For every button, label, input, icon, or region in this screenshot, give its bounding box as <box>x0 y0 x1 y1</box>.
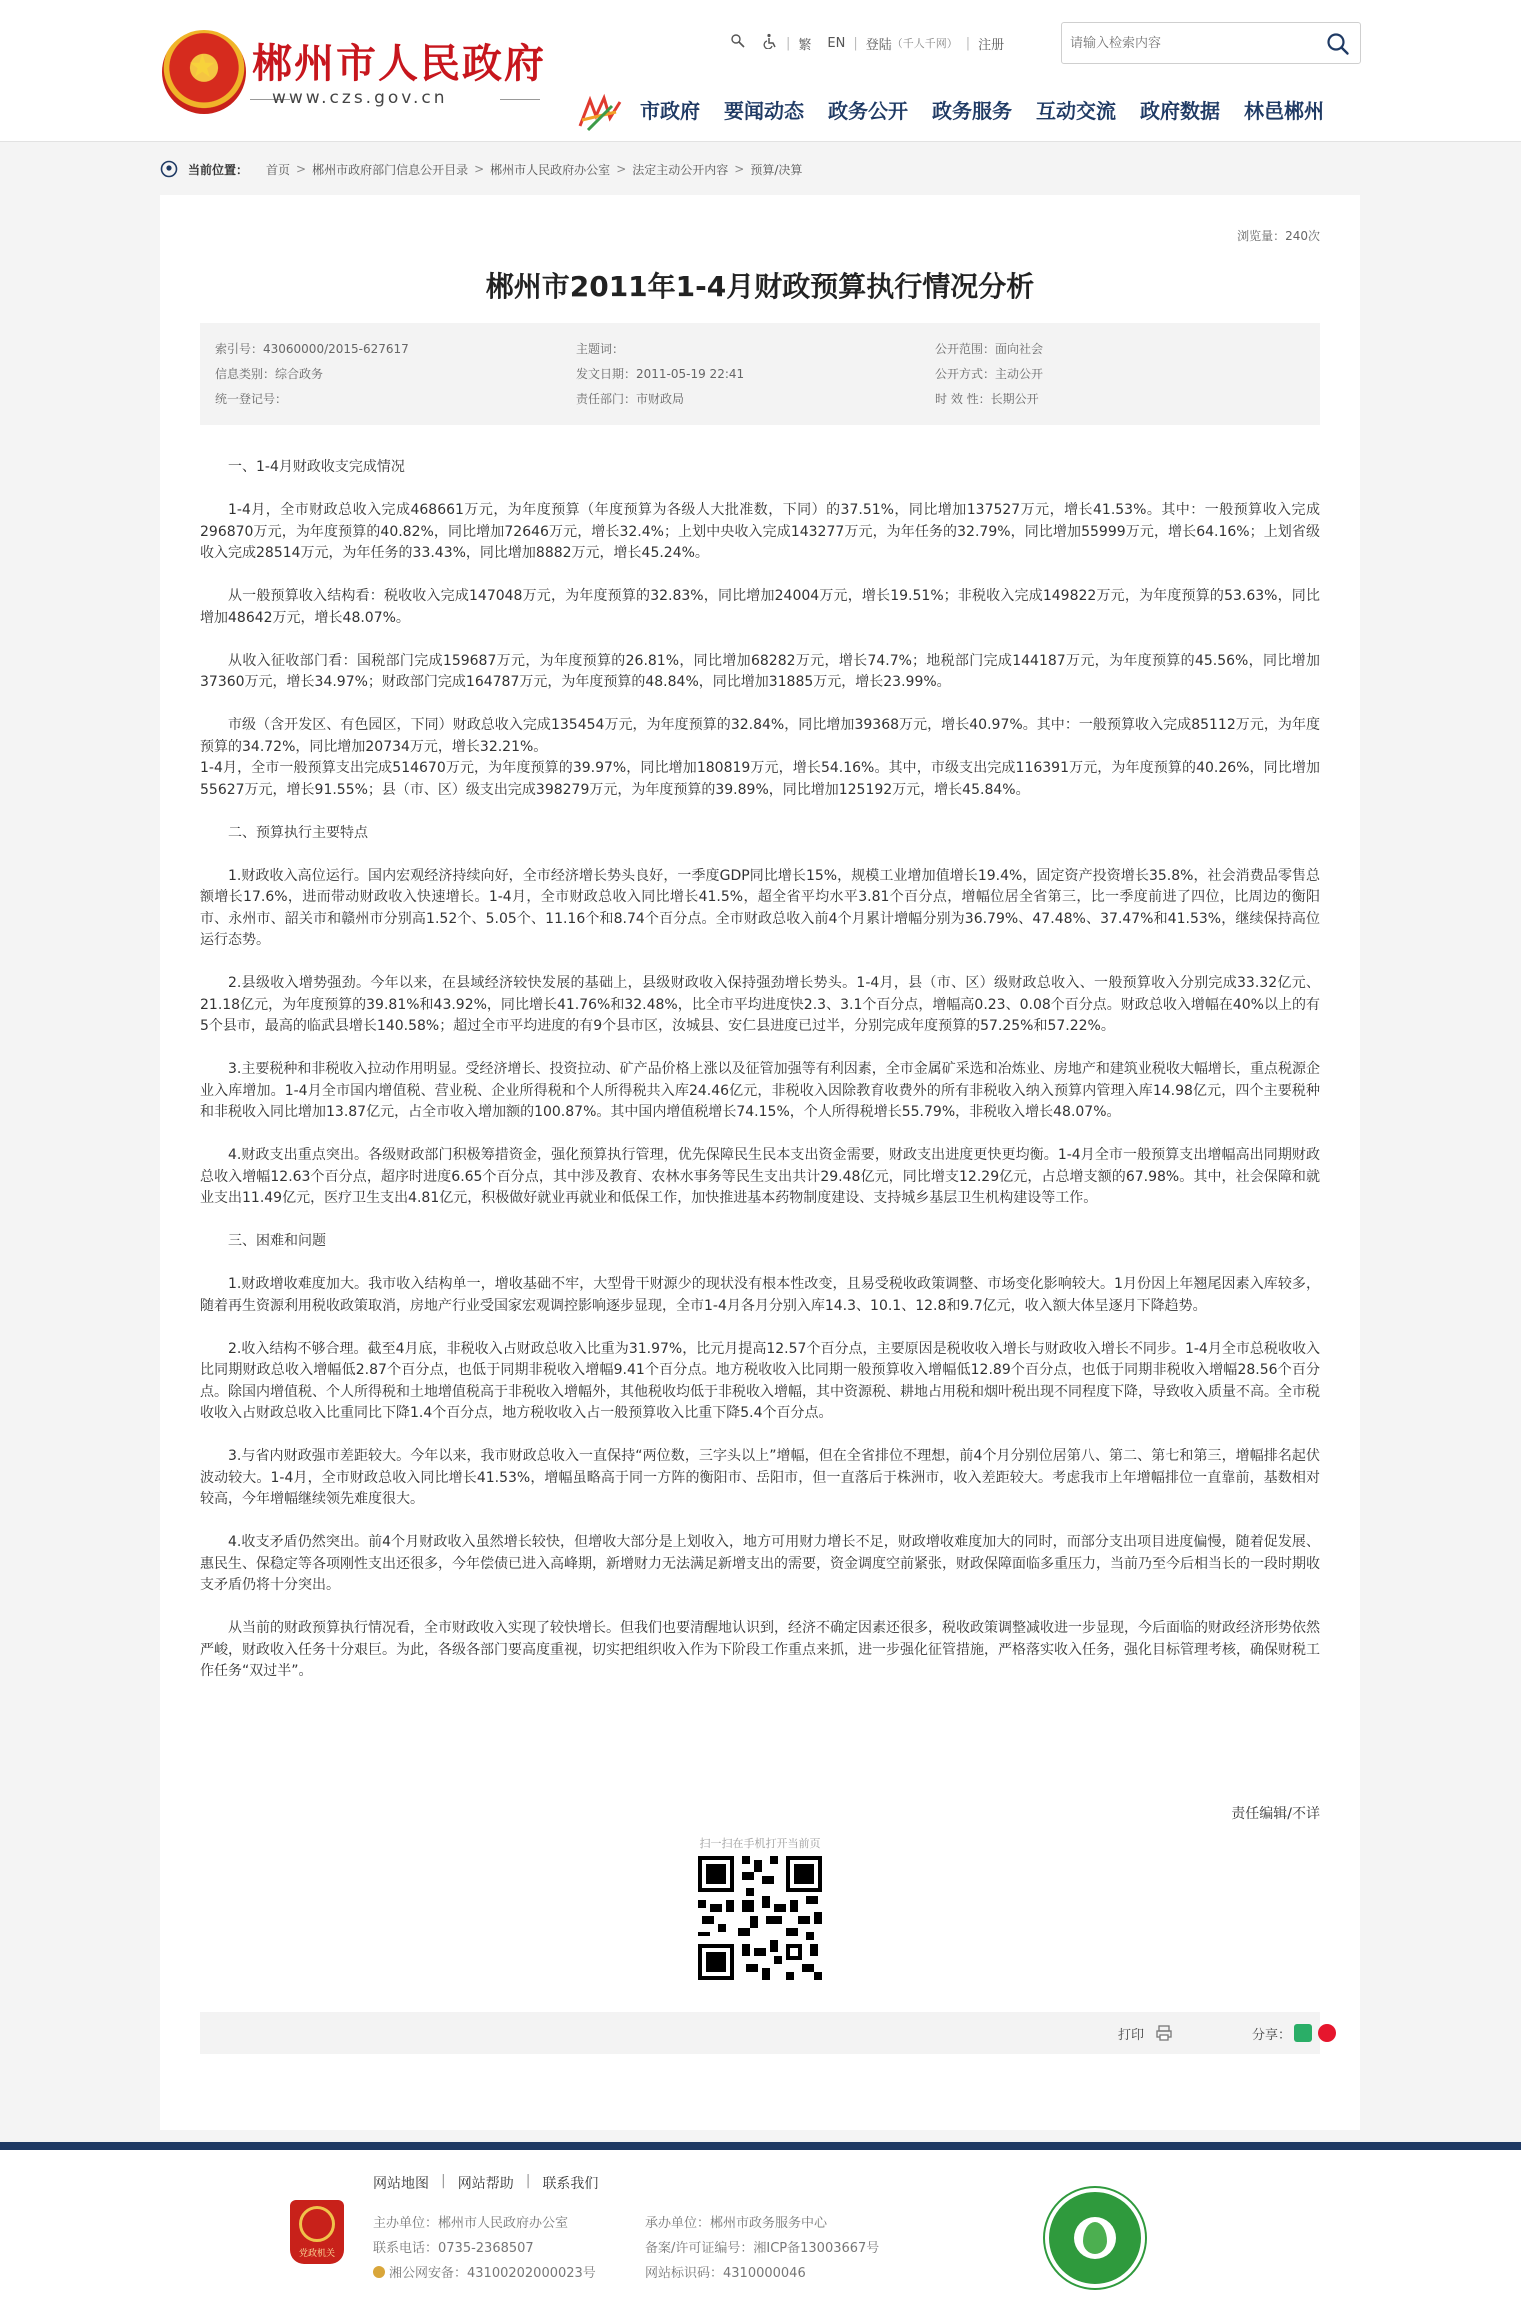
paragraph: 1.财政增收难度加大。我市收入结构单一，增收基础不牢，大型骨干财源少的现状没有根本性改变，且易受税收政策调整、市场变化影响较大。1月份因上年翘尾因素入库较多，随着再生资源利用税收政策取消，房地产行业受国家宏观调控影响逐步显现，全市1-4月各月分别入库14.3、10.1、12.8和9.7亿元，收入额大体呈逐月下降趋势。 <box>200 1276 1320 1314</box>
register-link[interactable]: 注册 <box>978 37 1005 53</box>
footer-separator: | <box>525 2173 531 2189</box>
breadcrumb-catalog[interactable]: 郴州市政府部门信息公开目录 <box>312 162 469 177</box>
paragraph: 从收入征收部门看：国税部门完成159687万元，为年度预算的26.81%，同比增加68282万元，增长74.7%；地税部门完成144187万元，为年度预算的45.56%，同比增加37360万元，增长34.97%；财政部门完成164787万元，为年度预算的48.84%，同比增加31885万元，增长23.99%。 <box>200 652 1320 690</box>
wechat-share-icon[interactable] <box>1294 2024 1312 2042</box>
traditional-chinese-link[interactable]: 繁 <box>798 37 812 53</box>
meta-validity: 时 效 性：长期公开 <box>935 392 1039 406</box>
footer-link-help[interactable]: 网站帮助 <box>457 2176 514 2192</box>
share-label: 分享： <box>1252 2028 1292 2043</box>
site-url: www.czs.gov.cn <box>272 88 448 108</box>
article-panel <box>160 195 1360 2130</box>
breadcrumb-separator: > <box>734 162 745 176</box>
article-meta-table <box>200 323 1320 425</box>
accessibility-icon[interactable] <box>722 33 754 53</box>
main-nav <box>640 95 1324 124</box>
national-emblem-logo[interactable]: ★ <box>162 30 246 114</box>
meta-subject: 主题词： <box>576 342 625 356</box>
location-icon <box>160 160 178 178</box>
section-heading: 二、预算执行主要特点 <box>228 824 368 841</box>
login-link[interactable]: 登陆 <box>865 37 892 53</box>
breadcrumb-home[interactable]: 首页 <box>266 162 291 177</box>
nav-item-interaction[interactable]: 互动交流 <box>1036 99 1116 123</box>
article-body <box>200 457 1320 1683</box>
breadcrumb-label: 当前位置： <box>188 162 249 177</box>
section-heading: 三、困难和问题 <box>228 1233 326 1249</box>
paragraph: 2.县级收入增势强劲。今年以来，在县域经济较快发展的基础上，县级财政收入保持强劲增长势头。1-4月，县（市、区）级财政总收入、一般预算收入分别完成33.32亿元、21.18亿元，为年度预算的39.81%和43.92%，同比增长41.76%和32.48%，比全市平均进度快2.3、3.1个百分点，增幅高0.23、0.08个百分点。财政总收入增幅在40%以上的有5个县市，最高的临武县增长140.58%；超过全市平均进度的有9个县市区，汝城县、安仁县进度已过半，分别完成年度预算的57.25%和57.22%。 <box>200 975 1320 1034</box>
meta-category: 信息类别：综合政务 <box>215 367 324 381</box>
paragraph: 从一般预算收入结构看：税收收入完成147048万元，为年度预算的32.83%，同比增加24004万元，增长19.51%；非税收入完成149822万元，为年度预算的53.63%，同比增加48642万元，增长48.07%。 <box>200 588 1320 626</box>
breadcrumb-content[interactable]: 法定主动公开内容 <box>632 162 729 177</box>
footer-separator: | <box>441 2173 446 2189</box>
meta-scope: 公开范围：面向社会 <box>935 342 1044 356</box>
site-header <box>0 0 1521 142</box>
nav-item-government-data[interactable]: 政府数据 <box>1140 99 1220 123</box>
footer-link-contact[interactable]: 联系我们 <box>542 2176 599 2192</box>
civilized-city-badge-icon[interactable] <box>1045 2188 1145 2288</box>
nav-item-city-government[interactable]: 市政府 <box>640 99 700 123</box>
login-note: （千人千网） <box>891 37 958 50</box>
search-icon[interactable] <box>1326 32 1350 56</box>
paragraph: 从当前的财政预算执行情况看，全市财政收入实现了较快增长。但我们也要清醒地认识到，经济不确定因素还很多，税收政策调整减收进一步显现，今后面临的财政经济形势依然严峻，财政收入任务十分艰巨。为此，各级各部门要高度重视，切实把组织收入作为下阶段工作重点来抓，进一步强化征管措施，严格落实收入任务，强化目标管理考核，确保财税工作任务“双过半”。 <box>200 1620 1320 1679</box>
article-title: 郴州市2011年1-4月财政预算执行情况分析 <box>485 270 1035 303</box>
footer-links <box>373 2173 610 2193</box>
toolbar-separator: | <box>786 35 791 51</box>
weibo-share-icon[interactable] <box>1318 2024 1336 2042</box>
section-heading: 一、1-4月财政收支完成情况 <box>228 459 405 475</box>
party-government-badge-icon[interactable] <box>290 2200 344 2264</box>
site-footer <box>0 2150 1521 2323</box>
breadcrumb-separator: > <box>474 162 485 176</box>
toolbar-separator: | <box>853 35 858 51</box>
footer-operator: 承办单位：郴州市政务服务中心 <box>645 2216 828 2231</box>
footer-top-bar <box>0 2142 1521 2150</box>
breadcrumb-separator: > <box>296 162 307 176</box>
print-button[interactable]: 打印 <box>1118 2028 1145 2043</box>
breadcrumb-budget[interactable]: 预算/决算 <box>750 162 803 177</box>
paragraph: 4.财政支出重点突出。各级财政部门积极筹措资金，强化预算执行管理，优先保障民生民本支出资金需要，财政支出进度更快更均衡。1-4月全市一般预算支出增幅高出同期财政总收入增幅12.63个百分点，超序时进度6.65个百分点，其中涉及教育、农林水事务等民生支出共计29.48亿元，同比增支12.29亿元，占总增支额的67.98%。其中，社会保障和就业支出11.49亿元，医疗卫生支出4.81亿元，积极做好就业再就业和低保工作，加快推进基本药物制度建设、支持城乡基层卫生机构建设等工作。 <box>200 1147 1320 1206</box>
linyi-chenzhou-logo-icon <box>576 92 626 132</box>
footer-police-text: 湘公网安备：43100202000023号 <box>389 2266 596 2281</box>
police-badge-icon <box>373 2266 385 2278</box>
paragraph: 1.财政收入高位运行。国内宏观经济持续向好，全市经济增长势头良好，一季度GDP同比增长15%，规模工业增加值增长19.4%，固定资产投资增长35.8%，社会消费品零售总额增长17.6%，进而带动财政收入快速增长。1-4月，全市财政总收入同比增长41.5%，超全省平均水平3.81个百分点，增幅位居全省第三，比一季度前进了四位，比周边的衡阳市、永州市、韶关市和赣州市分别高1.52个、5.05个、11.16个和8.74个百分点。全市财政总收入前4个月累计增幅分别为36.79%、47.48%、37.47%和41.53%，继续保持高位运行态势。 <box>200 867 1320 948</box>
header-toolbar <box>722 30 1012 56</box>
view-count: 浏览量：240次 <box>1237 229 1320 243</box>
footer-phone: 联系电话：0735-2368507 <box>373 2241 534 2256</box>
qr-label: 扫一扫在手机打开当前页 <box>699 1837 821 1850</box>
meta-method: 公开方式：主动公开 <box>935 367 1044 381</box>
meta-department: 责任部门：市财政局 <box>576 392 685 406</box>
english-link[interactable]: EN <box>827 35 846 51</box>
breadcrumb <box>160 158 802 180</box>
paragraph: 2.收入结构不够合理。截至4月底，非税收入占财政总收入比重为31.97%，比元月提高12.57个百分点，主要原因是税收收入增长与财政收入增长不同步。1-4月全市总税收收入比同期财政总收入增幅低2.87个百分点，也低于同期非税收入增幅9.41个百分点。地方税收收入比同期一般预算收入增幅低12.89个百分点，也低于同期非税收入增幅28.56个百分点。除国内增值税、个人所得税和土地增值税高于非税收入增幅外，其他税收均低于非税收入增幅，其中资源税、耕地占用税和烟叶税出现不同程度下降，导致收入质量不高。全市税收收入占财政总收入比重同比下降1.4个百分点，地方税收收入占一般预算收入比重下降5.4个百分点。 <box>200 1340 1320 1421</box>
url-divider <box>500 99 540 100</box>
paragraph: 4.收支矛盾仍然突出。前4个月财政收入虽然增长较快，但增收大部分是上划收入，地方可用财力增长不足，财政增收难度加大的同时，而部分支出项目进度偏慢，随着促发展、惠民生、保稳定等各项刚性支出还很多，今年偿债已进入高峰期，新增财力无法满足新增支出的需要，资金调度空前紧张，财政保障面临多重压力，当前乃至今后相当长的一段时期收支矛盾仍将十分突出。 <box>200 1534 1320 1593</box>
printer-icon[interactable] <box>1155 2024 1173 2042</box>
wheelchair-icon[interactable] <box>754 33 786 53</box>
footer-host: 主办单位：郴州市人民政府办公室 <box>373 2216 569 2231</box>
paragraph: 3.主要税种和非税收入拉动作用明显。受经济增长、投资拉动、矿产品价格上涨以及征管加强等有利因素，全市金属矿采选和冶炼业、房地产和建筑业税收大幅增长，重点税源企业入库增加。1-4月全市国内增值税、营业税、企业所得税和个人所得税共入库24.46亿元，非税收入因除教育收费外的所有非税收入纳入预算内管理入库14.98亿元，四个主要税种和非税收入同比增加13.87亿元，占全市收入增加额的100.87%。其中国内增值税增长74.15%，个人所得税增长55.79%，非税收入增长48.07%。 <box>200 1061 1320 1120</box>
search-input[interactable] <box>1070 31 1310 55</box>
footer-site-code: 网站标识码：4310000046 <box>645 2266 806 2281</box>
meta-reg-no: 统一登记号： <box>215 392 288 406</box>
nav-item-government-affairs[interactable]: 政务公开 <box>828 99 908 123</box>
search-box <box>1061 22 1361 64</box>
paragraph: 1-4月，全市财政总收入完成468661万元，为年度预算（年度预算为各级人大批准数，下同）的37.51%，同比增加137527万元，增长41.53%。其中：一般预算收入完成296870万元，为年度预算的40.82%，同比增加72646万元，增长32.4%；上划中央收入完成143277万元，为年任务的32.79%，同比增加55999万元，增长64.16%；上划省级收入完成28514万元，为年任务的33.43%，同比增加8882万元，增长45.24%。 <box>200 502 1320 561</box>
responsible-editor: 责任编辑/不详 <box>1231 1806 1320 1822</box>
gov-badge-text: 党政机关 <box>298 2249 335 2259</box>
nav-item-government-services[interactable]: 政务服务 <box>932 99 1012 123</box>
paragraph: 3.与省内财政强市差距较大。今年以来，我市财政总收入一直保持“两位数，三字头以上”增幅，但在全省排位不理想，前4个月分别位居第八、第二、第七和第三，增幅排名起伏波动较大。1-4月，全市财政总收入同比增长41.53%，增幅虽略高于同一方阵的衡阳市、岳阳市，但一直落后于株洲市，收入差距较大。考虑我市上年增幅排位一直靠前，基数相对较高，今年增幅继续领先难度很大。 <box>200 1448 1320 1507</box>
paragraph: 1-4月，全市一般预算支出完成514670万元，为年度预算的39.97%，同比增加180819万元，增长54.16%。其中，市级支出完成116391万元，为年度预算的40.26%，同比增加55627万元，增长91.55%；县（市、区）级支出完成398279万元，为年度预算的39.89%，同比增加125192万元，增长45.84%。 <box>200 760 1320 798</box>
breadcrumb-separator: > <box>616 162 627 176</box>
meta-index-no: 索引号：43060000/2015-627617 <box>215 342 409 356</box>
breadcrumb-office[interactable]: 郴州市人民政府办公室 <box>490 162 611 177</box>
footer-icp[interactable]: 备案/许可证编号：湘ICP备13003667号 <box>645 2241 880 2256</box>
qr-code-icon <box>694 1852 826 1984</box>
site-title[interactable]: 郴州市人民政府 <box>252 41 546 87</box>
share-bar <box>200 2012 1320 2054</box>
nav-item-linyi-chenzhou[interactable]: 林邑郴州 <box>1244 99 1324 123</box>
paragraph: 市级（含开发区、有色园区，下同）财政总收入完成135454万元，为年度预算的32.84%，同比增加39368万元，增长40.97%。其中：一般预算收入完成85112万元，为年度预算的34.72%，同比增加20734万元，增长32.21%。 <box>200 717 1320 755</box>
nav-item-news[interactable]: 要闻动态 <box>724 99 804 123</box>
footer-police-record[interactable] <box>373 2262 596 2281</box>
footer-link-sitemap[interactable]: 网站地图 <box>373 2176 429 2192</box>
toolbar-separator: | <box>965 35 971 51</box>
meta-publish-date: 发文日期：2011-05-19 22:41 <box>576 367 745 381</box>
